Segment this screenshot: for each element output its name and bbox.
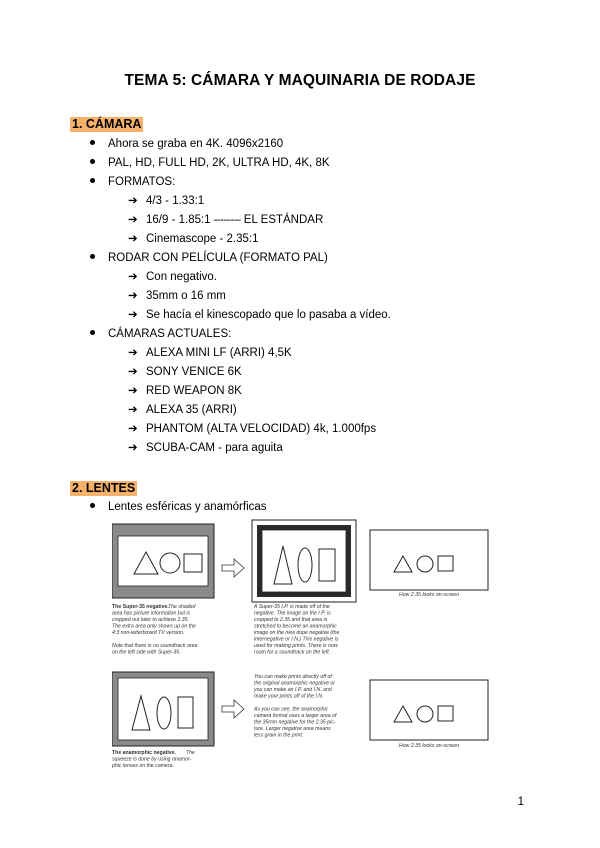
screen-235-frame-bottom — [370, 680, 488, 740]
list-item: PAL, HD, FULL HD, 2K, ULTRA HD, 4K, 8K — [90, 156, 330, 170]
film-format-figure — [112, 516, 496, 768]
sub-list-item: ➔ Cinemascope - 2.35:1 — [128, 233, 259, 245]
arrow-icon: ➔ — [128, 214, 138, 226]
page-title: TEMA 5: CÁMARA Y MAQUINARIA DE RODAJE — [124, 72, 476, 89]
anamorphic-negative-frame — [112, 672, 214, 746]
arrow-icon: ➔ — [128, 442, 138, 454]
arrow-icon: ➔ — [128, 271, 138, 283]
bullet-icon — [90, 140, 95, 145]
caption-line: squeeze is done by using anamor- — [112, 756, 192, 763]
arrow-right-icon — [222, 700, 244, 718]
bullet-icon — [90, 330, 95, 335]
bullet-icon — [90, 503, 95, 508]
list-item: Lentes esféricas y anamórficas — [90, 500, 267, 514]
caption-prints — [253, 674, 338, 739]
caption-line: less grain in the print. — [254, 732, 304, 739]
caption-line: on the left side with Super-35. — [112, 649, 181, 656]
caption-line: cropped out later to achieve 2.35. — [112, 617, 189, 623]
sub-list-item: ➔ ALEXA 35 (ARRI) — [128, 404, 237, 416]
list-item: RODAR CON PELÍCULA (FORMATO PAL) — [90, 251, 328, 265]
caption-line: A Super-35 I.P. is made off of the — [254, 604, 330, 610]
arrow-icon: ➔ — [128, 404, 138, 416]
caption-line: you can make an I.P. and I.N. and — [254, 687, 332, 693]
super35-negative-frame — [112, 524, 214, 598]
arrow-right-icon — [222, 559, 244, 577]
section-heading-camara: 1. CÁMARA — [72, 117, 142, 131]
arrow-icon: ➔ — [128, 423, 138, 435]
caption-screen-bottom: How 2.35 looks on-screen — [399, 743, 459, 749]
caption-line: cropped to 2.35 and that area is — [254, 617, 328, 623]
caption-line: The extra area only shows up on the — [112, 623, 196, 630]
sub-list-item: ➔ 35mm o 16 mm — [128, 290, 226, 302]
caption-line: The — [186, 750, 195, 756]
sub-list-item: ➔ ALEXA MINI LF (ARRI) 4,5K — [128, 347, 292, 359]
caption-title: The anamorphic negative. — [112, 750, 176, 756]
list-item: CÁMARAS ACTUALES: — [90, 327, 231, 341]
arrow-icon: ➔ — [128, 290, 138, 302]
caption-super35 — [112, 604, 199, 656]
bullet-icon — [90, 159, 95, 164]
sub-list-item: ➔ SONY VENICE 6K — [128, 366, 242, 378]
caption-line: area has picture information but is — [112, 610, 191, 617]
caption-line: image on the new dupe negative (the — [254, 630, 340, 636]
arrow-icon: ➔ — [128, 347, 138, 359]
caption-line: stretched to become an anamorphic — [254, 623, 337, 630]
caption-line: ture. Larger negative area means — [254, 726, 331, 732]
sub-list-item: ➔ PHANTOM (ALTA VELOCIDAD) 4k, 1.000fps — [128, 423, 377, 435]
caption-anamorphic — [112, 750, 196, 768]
caption-line: You can make prints directly off of — [254, 674, 332, 680]
caption-line: room for a soundtrack on the left. — [254, 649, 331, 656]
arrow-icon: ➔ — [128, 309, 138, 321]
arrow-icon: ➔ — [128, 366, 138, 378]
caption-line: the 35mm negative for the 2.35 pic- — [254, 719, 336, 726]
caption-line: The shaded — [168, 604, 196, 610]
caption-title: The Super-35 negative. — [112, 604, 169, 610]
caption-line: phic lenses on the camera. — [112, 763, 174, 768]
bullet-icon — [90, 178, 95, 183]
list-item: FORMATOS: — [90, 175, 175, 189]
caption-line: As you can see, the anamorphic — [254, 706, 329, 713]
list-item: Ahora se graba en 4K. 4096x2160 — [90, 137, 283, 151]
sub-list-item: ➔ SCUBA-CAM - para aguita — [128, 442, 283, 454]
sub-list-item: ➔ RED WEAPON 8K — [128, 385, 242, 397]
sub-list-item: ➔ Se hacía el kinescopado que lo pasaba a vídeo. — [128, 309, 391, 321]
super35-ip-frame — [252, 520, 356, 602]
page-number: 1 — [517, 796, 524, 808]
caption-line: the original anamorphic negative or — [254, 680, 336, 687]
screen-235-frame-top — [370, 530, 488, 590]
arrow-icon: ➔ — [128, 195, 138, 207]
sub-list-item: ➔ 16/9 - 1.85:1 –-–-– EL ESTÁNDAR — [128, 214, 324, 226]
caption-ip — [253, 604, 341, 656]
bullet-icon — [90, 254, 95, 259]
sub-list-item: ➔ 4/3 - 1.33:1 — [128, 195, 205, 207]
arrow-icon: ➔ — [128, 233, 138, 245]
caption-line: internegative or I.N.) This negative is — [254, 636, 339, 643]
sub-list-item: ➔ Con negativo. — [128, 271, 217, 283]
caption-line: camera format uses a larger area of — [254, 713, 337, 719]
caption-line: negative. The image on the I.P. is — [254, 610, 331, 617]
caption-line: Note that there is no soundtrack area — [112, 643, 198, 649]
caption-line: 4:3 non-letterboxed TV version. — [112, 630, 185, 636]
caption-line: used for making prints. There is now — [254, 643, 338, 649]
section-heading-lentes: 2. LENTES — [72, 481, 136, 495]
caption-screen-top: How 2.35 looks on-screen — [399, 592, 459, 598]
arrow-icon: ➔ — [128, 385, 138, 397]
caption-line: make your prints off of the I.N. — [254, 693, 324, 700]
